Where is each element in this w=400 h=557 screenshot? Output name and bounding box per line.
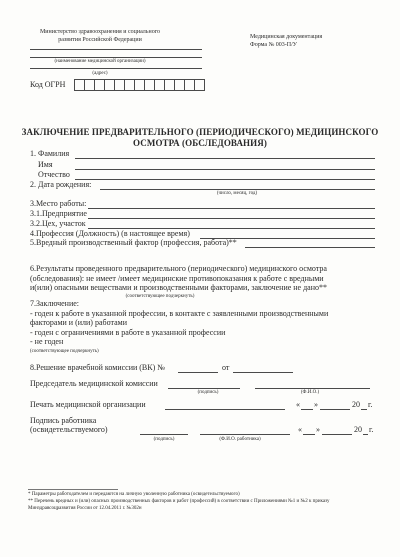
footnote-3: Минздравсоцразвития России от 12.04.2011 г. №302н bbox=[28, 506, 142, 511]
dob-caption: (число, месяц, год) bbox=[216, 191, 258, 196]
hazard-label: 5.Вредный производственный фактор (профессия, работа)** bbox=[30, 238, 237, 247]
patronymic-label: Отчество bbox=[38, 170, 70, 179]
commission-from-label: от bbox=[222, 363, 230, 372]
org-name-line-2[interactable] bbox=[30, 57, 202, 58]
enterprise-label: 3.1.Предприятие bbox=[30, 209, 87, 218]
stamp-date-year: 20 bbox=[352, 400, 360, 409]
commission-decision-label: 8.Решение врачебной комиссии (ВК) № bbox=[30, 363, 165, 372]
chair-label: Председатель медицинской комиссии bbox=[30, 379, 158, 388]
workplace-label: 3.Место работы: bbox=[30, 199, 87, 208]
stamp-date-quote-close: » bbox=[314, 400, 318, 409]
chair-sig-caption: (подпись) bbox=[197, 390, 219, 395]
chair-signature-field[interactable] bbox=[168, 388, 240, 389]
worker-fio-field[interactable] bbox=[200, 434, 290, 435]
address-caption: (адрес) bbox=[92, 71, 108, 76]
stamp-date-month[interactable] bbox=[320, 409, 350, 410]
worker-sign-label2: (освидетельствуемого) bbox=[30, 425, 108, 434]
enterprise-field[interactable] bbox=[88, 218, 375, 219]
name-field[interactable] bbox=[75, 169, 375, 170]
footnote-2: ** Перечень вредных и (или) опасных производственных факторов и работ (профессий) в соответствии с Приложениями №1 и №2 к приказу bbox=[28, 499, 330, 504]
ogrn-label: Код ОГРН bbox=[30, 80, 66, 89]
worker-sign-label1: Подпись работника bbox=[30, 416, 97, 425]
doc-title-line2: ОСМОТРА (ОБСЛЕДОВАНИЯ) bbox=[133, 138, 267, 148]
worker-date-g: г. bbox=[369, 425, 374, 434]
workplace-field[interactable] bbox=[88, 208, 375, 209]
worker-date-day[interactable] bbox=[303, 434, 315, 435]
chair-fio-field[interactable] bbox=[255, 388, 370, 389]
results-line1: 6.Результаты проведенного предварительного (периодического) медицинского осмотра bbox=[30, 264, 327, 273]
worker-date-month[interactable] bbox=[322, 434, 352, 435]
hazard-field[interactable] bbox=[245, 247, 375, 248]
stamp-date-quote-open: « bbox=[296, 400, 300, 409]
stamp-date-year-field[interactable] bbox=[361, 409, 367, 410]
commission-date-field[interactable] bbox=[233, 372, 293, 373]
footnote-rule bbox=[28, 489, 118, 490]
results-line3: и(или) опасными веществами и производственными факторами, заключение не дано** bbox=[30, 283, 328, 292]
stamp-field[interactable] bbox=[165, 409, 285, 410]
worker-date-quote-close: » bbox=[316, 425, 320, 434]
worker-date-quote-open: « bbox=[298, 425, 302, 434]
position-label: 4.Профессия (Должность) (в настоящее время) bbox=[30, 229, 190, 238]
stamp-date-g: г. bbox=[368, 400, 373, 409]
ministry-line1: Министерство здравоохранения и социального bbox=[39, 29, 161, 35]
org-name-line[interactable] bbox=[30, 49, 202, 50]
stamp-label: Печать медицинской организации bbox=[30, 400, 146, 409]
conclusion-option-limited: - годен с ограничениями в работе в указанной профессии bbox=[30, 328, 226, 337]
stamp-date-day[interactable] bbox=[301, 409, 313, 410]
conclusion-caption: (соответствующее подчеркнуть) bbox=[30, 349, 99, 354]
surname-field[interactable] bbox=[75, 158, 375, 159]
department-label: 3.2.Цех, участок bbox=[30, 219, 86, 228]
conclusion-label: 7.Заключение: bbox=[30, 299, 80, 308]
org-caption: (наименование медицинской организации) bbox=[54, 59, 146, 64]
surname-label: 1. Фамилия bbox=[30, 149, 70, 158]
worker-sig-caption: (подпись) bbox=[153, 437, 175, 442]
worker-fio-caption: (Ф.И.О. работника) bbox=[219, 437, 261, 442]
results-caption: (соответствующее подчеркнуть) bbox=[125, 294, 195, 299]
ogrn-digit-box[interactable] bbox=[194, 79, 205, 91]
doc-label: Медицинская документация bbox=[250, 34, 323, 40]
worker-date-year: 20 bbox=[354, 425, 362, 434]
conclusion-option-fit: - годен к работе в указанной профессии, в контакте с заявленными производственными bbox=[30, 309, 329, 318]
doc-title-line1: ЗАКЛЮЧЕНИЕ ПРЕДВАРИТЕЛЬНОГО (ПЕРИОДИЧЕСКОГО) МЕДИЦИНСКОГО bbox=[21, 127, 379, 137]
form-label: Форма № 003-П/У bbox=[250, 42, 298, 48]
address-line[interactable] bbox=[30, 68, 202, 69]
patronymic-field[interactable] bbox=[75, 179, 375, 180]
results-line2: (обследования): не имеет /имеет медицинские противопоказания к работе с вредными bbox=[30, 274, 324, 283]
worker-signature-field[interactable] bbox=[140, 434, 188, 435]
dob-label: 2. Дата рождения: bbox=[30, 180, 92, 189]
commission-number-field[interactable] bbox=[178, 372, 218, 373]
chair-fio-caption: (Ф.И.О.) bbox=[300, 390, 320, 395]
name-label: Имя bbox=[38, 160, 53, 169]
worker-date-year-field[interactable] bbox=[363, 434, 368, 435]
footnote-1: * Параметры работодателем и передаются на личную уволенную работника (освидетельствуемого) bbox=[28, 492, 240, 497]
conclusion-option-unfit: - не годен bbox=[30, 337, 64, 346]
conclusion-option-fit-cont: факторами и (или) работами bbox=[30, 318, 127, 327]
ministry-line2: развития Российской Федерации bbox=[58, 37, 142, 43]
dob-field[interactable] bbox=[100, 189, 375, 190]
